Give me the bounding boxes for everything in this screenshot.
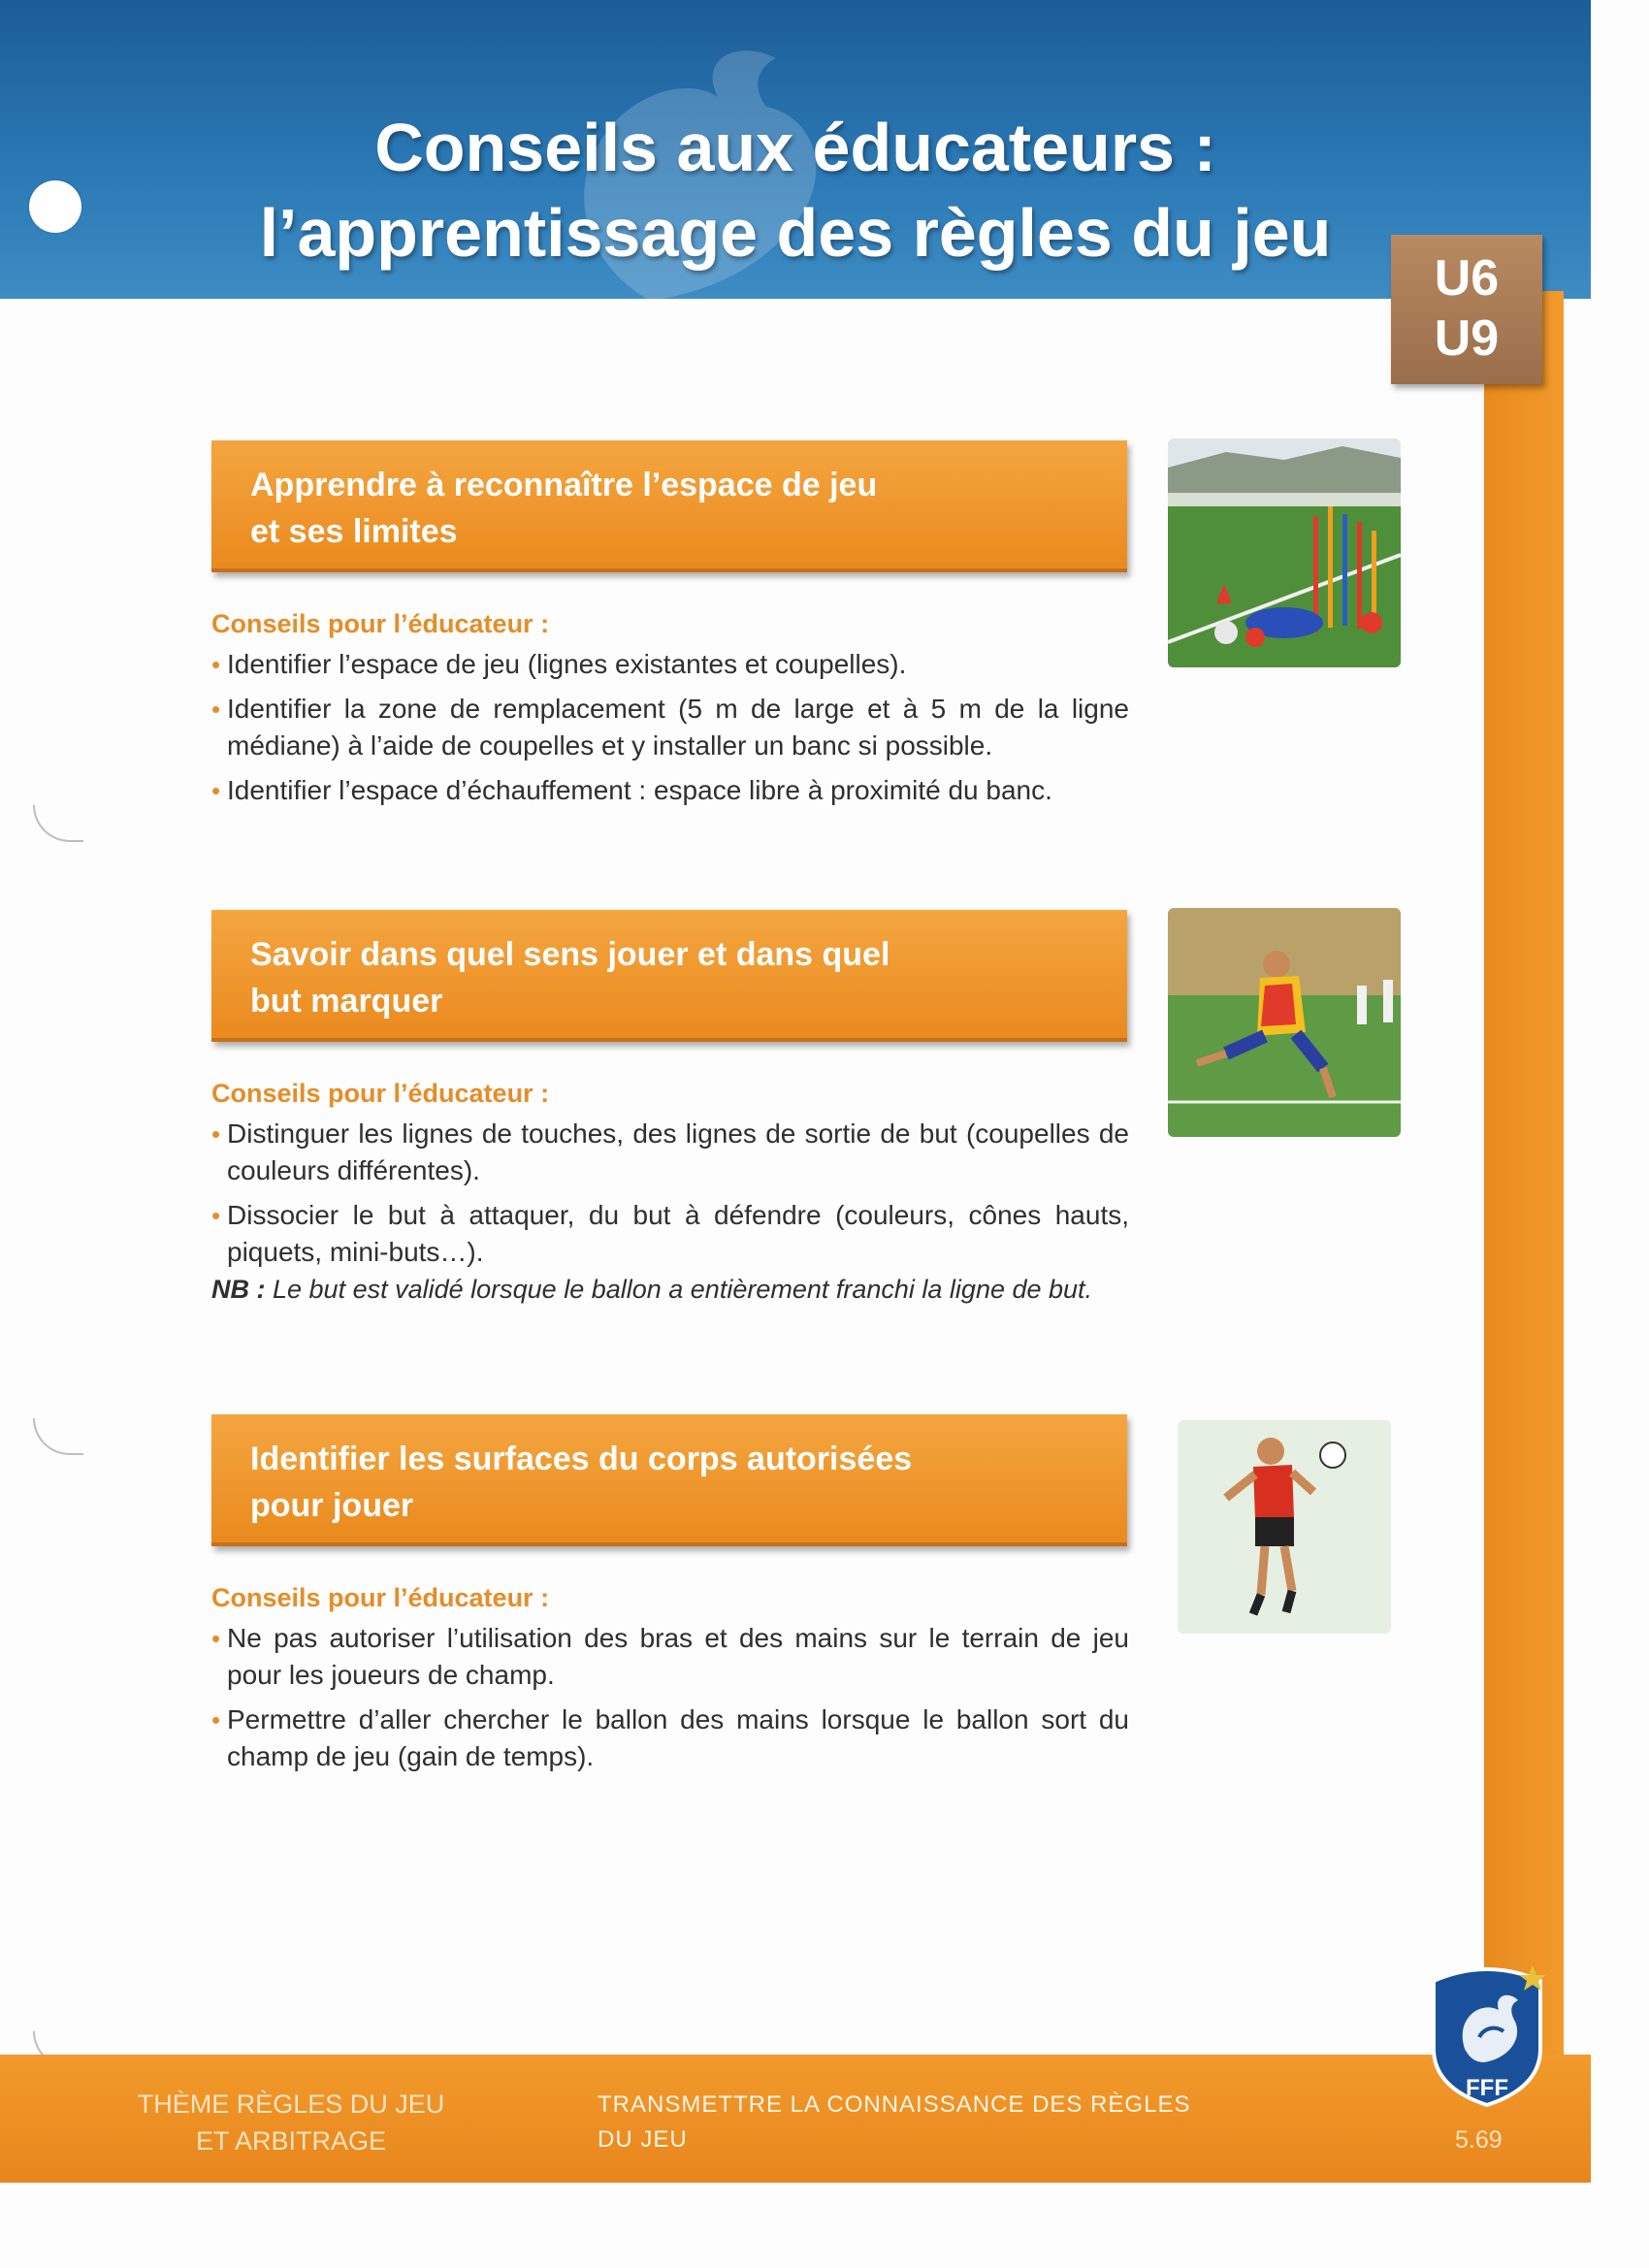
- footer-theme-line-1: THÈME RÈGLES DU JEU: [137, 2090, 445, 2119]
- footer-subject: [598, 2088, 1354, 2157]
- field-equipment-photo: [1168, 438, 1401, 667]
- list-item: • Dissocier le but à attaquer, du but à défendre (couleurs, cônes hauts, piquets, mini-buts…).: [211, 1197, 1129, 1271]
- age-tag-line-1: U6: [1434, 250, 1500, 307]
- punch-hole-mark: [33, 1418, 83, 1455]
- note-label: NB :: [211, 1275, 266, 1304]
- list-item: • Identifier la zone de remplacement (5 m de large et à 5 m de la ligne médiane) à l’aide de coupelles et y installer un banc si possible.: [211, 691, 1129, 764]
- punch-hole: [29, 180, 81, 233]
- list-item: • Distinguer les lignes de touches, des lignes de sortie de but (coupelles de couleurs différentes).: [211, 1116, 1129, 1189]
- section-2-title-line-1: Savoir dans quel sens jouer et dans quel: [250, 936, 890, 973]
- punch-hole-mark: [33, 805, 83, 842]
- section-2-bullet-list: [211, 1116, 1129, 1279]
- section-1-banner: [211, 440, 1127, 572]
- page-title-line-2: l’apprentissage des règles du jeu: [259, 195, 1332, 271]
- section-1-title: [250, 462, 1084, 555]
- age-tag-line-2: U9: [1434, 310, 1500, 367]
- section-3-title: [250, 1436, 1084, 1529]
- section-2-title: [250, 931, 1084, 1024]
- list-item: • Ne pas autoriser l’utilisation des bras et des mains sur le terrain de jeu pour les joueurs de champ.: [211, 1620, 1129, 1694]
- list-item: • Permettre d’aller chercher le ballon des mains lorsque le ballon sort du champ de jeu (gain de temps).: [211, 1701, 1129, 1775]
- page-title-line-1: Conseils aux éducateurs :: [374, 110, 1216, 185]
- list-item: • Identifier l’espace d’échauffement : espace libre à proximité du banc.: [211, 772, 1129, 809]
- section-2-title-line-2: but marquer: [250, 983, 443, 1020]
- page-number: 5.69: [1455, 2126, 1503, 2154]
- footer-theme: [136, 2086, 446, 2159]
- list-item: • Identifier l’espace de jeu (lignes existantes et coupelles).: [211, 646, 1129, 683]
- footer-subject-line-2: DU JEU: [598, 2126, 688, 2153]
- section-3-title-line-2: pour jouer: [250, 1487, 414, 1524]
- section-1-bullet-list: [211, 646, 1129, 817]
- section-3-subhead: Conseils pour l’éducateur :: [211, 1583, 550, 1612]
- section-1-subhead: Conseils pour l’éducateur :: [211, 609, 550, 638]
- fff-logo-icon: [1426, 1961, 1548, 2107]
- section-1-title-line-2: et ses limites: [250, 513, 458, 550]
- player-heading-photo: [1178, 1420, 1391, 1634]
- section-2-subhead: Conseils pour l’éducateur :: [211, 1079, 550, 1108]
- fff-logo-text: FFF: [1466, 2075, 1508, 2101]
- footer-theme-line-2: ET ARBITRAGE: [195, 2126, 387, 2155]
- section-3-bullet-list: [211, 1620, 1129, 1783]
- note-text: Le but est validé lorsque le ballon a entièrement franchi la ligne de but.: [265, 1275, 1093, 1304]
- section-2-banner: [211, 910, 1127, 1042]
- section-2-note: [211, 1275, 1129, 1305]
- section-3-title-line-1: Identifier les surfaces du corps autorisées: [250, 1441, 913, 1477]
- footer-subject-line-1: TRANSMETTRE LA CONNAISSANCE DES RÈGLES: [598, 2091, 1191, 2118]
- age-category-tag: [1391, 235, 1542, 384]
- right-accent-bar: [1484, 291, 1564, 2058]
- player-kicking-photo: [1168, 908, 1401, 1137]
- section-3-banner: [211, 1414, 1127, 1546]
- section-1-title-line-1: Apprendre à reconnaître l’espace de jeu: [250, 467, 878, 503]
